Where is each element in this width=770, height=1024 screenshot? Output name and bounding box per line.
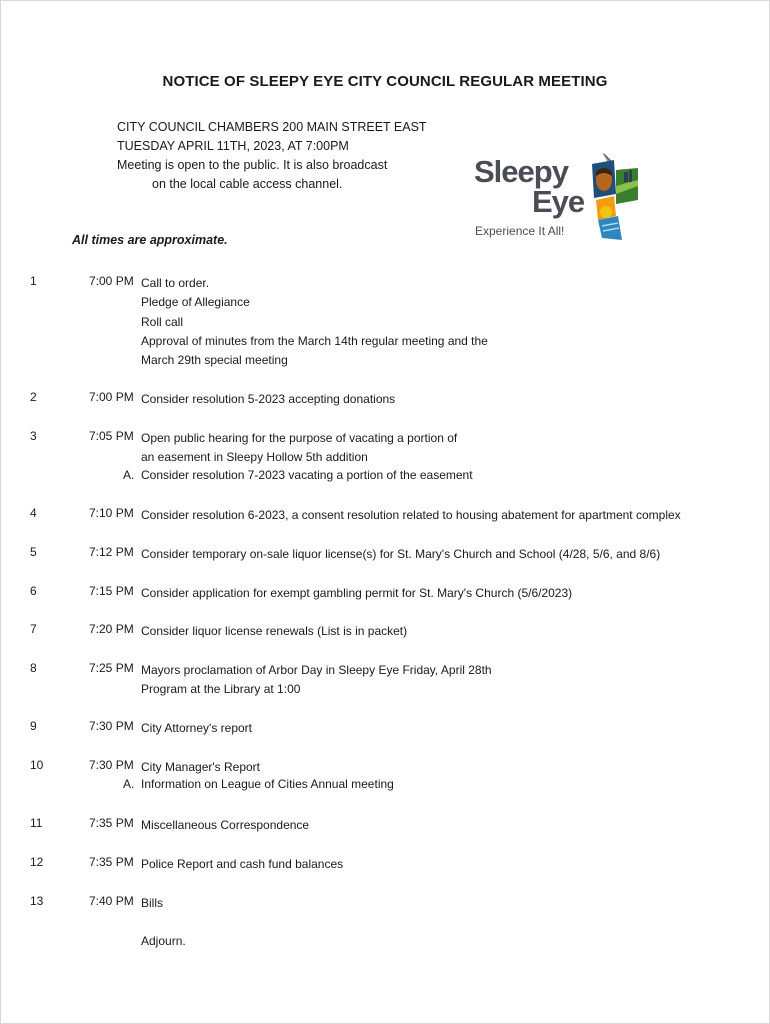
sleepy-eye-logo (470, 150, 640, 246)
item-number: 5 (30, 545, 37, 559)
item-description-line: Bills (141, 896, 164, 910)
item-description-line: Program at the Library at 1:00 (141, 682, 301, 697)
item-subitem (123, 777, 394, 791)
subitem-text: Information on League of Cities Annual meeting (141, 777, 394, 792)
item-number: 4 (30, 506, 37, 520)
item-description (141, 661, 492, 700)
item-description (141, 719, 252, 738)
item-number: 7 (30, 622, 37, 636)
item-description-line: Consider temporary on-sale liquor license(s) for St. Mary's Church and School (4/28, 5/6, and 8/6) (141, 547, 661, 561)
item-number: 12 (30, 855, 44, 869)
item-time: 7:05 PM (89, 429, 134, 443)
item-description-line: Consider application for exempt gambling permit for St. Mary's Church (5/6/2023) (141, 586, 573, 600)
item-number: 8 (30, 661, 37, 675)
item-number: 3 (30, 429, 37, 443)
item-time: 7:00 PM (89, 274, 134, 288)
item-description-line: Call to order. (141, 276, 210, 290)
item-description-line: City Manager's Report (141, 760, 261, 774)
item-description-line: Consider resolution 5-2023 accepting donations (141, 392, 396, 406)
item-description-line: March 29th special meeting (141, 353, 288, 368)
item-number: 9 (30, 719, 37, 733)
item-description (141, 545, 660, 564)
logo-word-eye: Eye (532, 184, 585, 219)
item-time: 7:25 PM (89, 661, 134, 675)
item-time: 7:12 PM (89, 545, 134, 559)
location-line: CITY COUNCIL CHAMBERS 200 MAIN STREET EAST (117, 120, 427, 134)
item-description (141, 506, 681, 525)
date-line: TUESDAY APRIL 11TH, 2023, AT 7:00PM (117, 139, 349, 153)
item-time: 7:10 PM (89, 506, 134, 520)
broadcast-line: on the local cable access channel. (152, 177, 343, 191)
item-description-line: Pledge of Allegiance (141, 295, 250, 310)
item-time: 7:20 PM (89, 622, 134, 636)
approximate-times-note: All times are approximate. (72, 233, 228, 247)
item-number: 1 (30, 274, 37, 288)
meeting-header (117, 118, 427, 194)
subitem-letter: A. (123, 467, 135, 482)
subitem-letter: A. (123, 777, 135, 792)
page-title: NOTICE OF SLEEPY EYE CITY COUNCIL REGULAR MEETING (162, 73, 608, 90)
item-description (141, 894, 163, 913)
item-description-line: Roll call (141, 314, 184, 329)
item-time: 7:35 PM (89, 816, 134, 830)
item-description (141, 855, 343, 874)
item-description-line: Open public hearing for the purpose of vacating a portion of (141, 431, 458, 445)
logo-emblem-icon (584, 150, 640, 242)
item-time: 7:30 PM (89, 719, 134, 733)
item-description-line: an easement in Sleepy Hollow 5th addition (141, 450, 368, 465)
item-description (141, 429, 457, 468)
item-description-line: Consider liquor license renewals (List is in packet) (141, 624, 408, 638)
item-time: 7:00 PM (89, 390, 134, 404)
item-subitem (123, 468, 473, 482)
item-description-line: Miscellaneous Correspondence (141, 818, 310, 832)
item-number: 11 (30, 816, 43, 830)
item-number: 2 (30, 390, 37, 404)
item-description (141, 274, 488, 370)
item-number: 10 (30, 758, 44, 772)
item-description (141, 584, 572, 603)
item-description (141, 390, 395, 409)
item-description-line: Mayors proclamation of Arbor Day in Sleepy Eye Friday, April 28th (141, 663, 492, 677)
subitem-text: Consider resolution 7-2023 vacating a portion of the easement (141, 467, 473, 482)
logo-word-sleepy: Sleepy (474, 154, 568, 189)
item-description-line: Approval of minutes from the March 14th regular meeting and the (141, 333, 488, 348)
item-description-line: City Attorney's report (141, 721, 252, 735)
item-description (141, 622, 407, 641)
item-number: 13 (30, 894, 44, 908)
item-description-line: Police Report and cash fund balances (141, 857, 344, 871)
item-time: 7:30 PM (89, 758, 134, 772)
item-time: 7:40 PM (89, 894, 134, 908)
item-number: 6 (30, 584, 37, 598)
item-time: 7:35 PM (89, 855, 134, 869)
public-line: Meeting is open to the public. It is also broadcast (117, 158, 388, 172)
adjourn-text: Adjourn. (141, 934, 186, 948)
item-description-line: Consider resolution 6-2023, a consent resolution related to housing abatement for apartment complex (141, 508, 681, 522)
item-description (141, 758, 260, 777)
logo-tagline: Experience It All! (475, 224, 565, 238)
item-description (141, 816, 309, 835)
item-time: 7:15 PM (89, 584, 134, 598)
